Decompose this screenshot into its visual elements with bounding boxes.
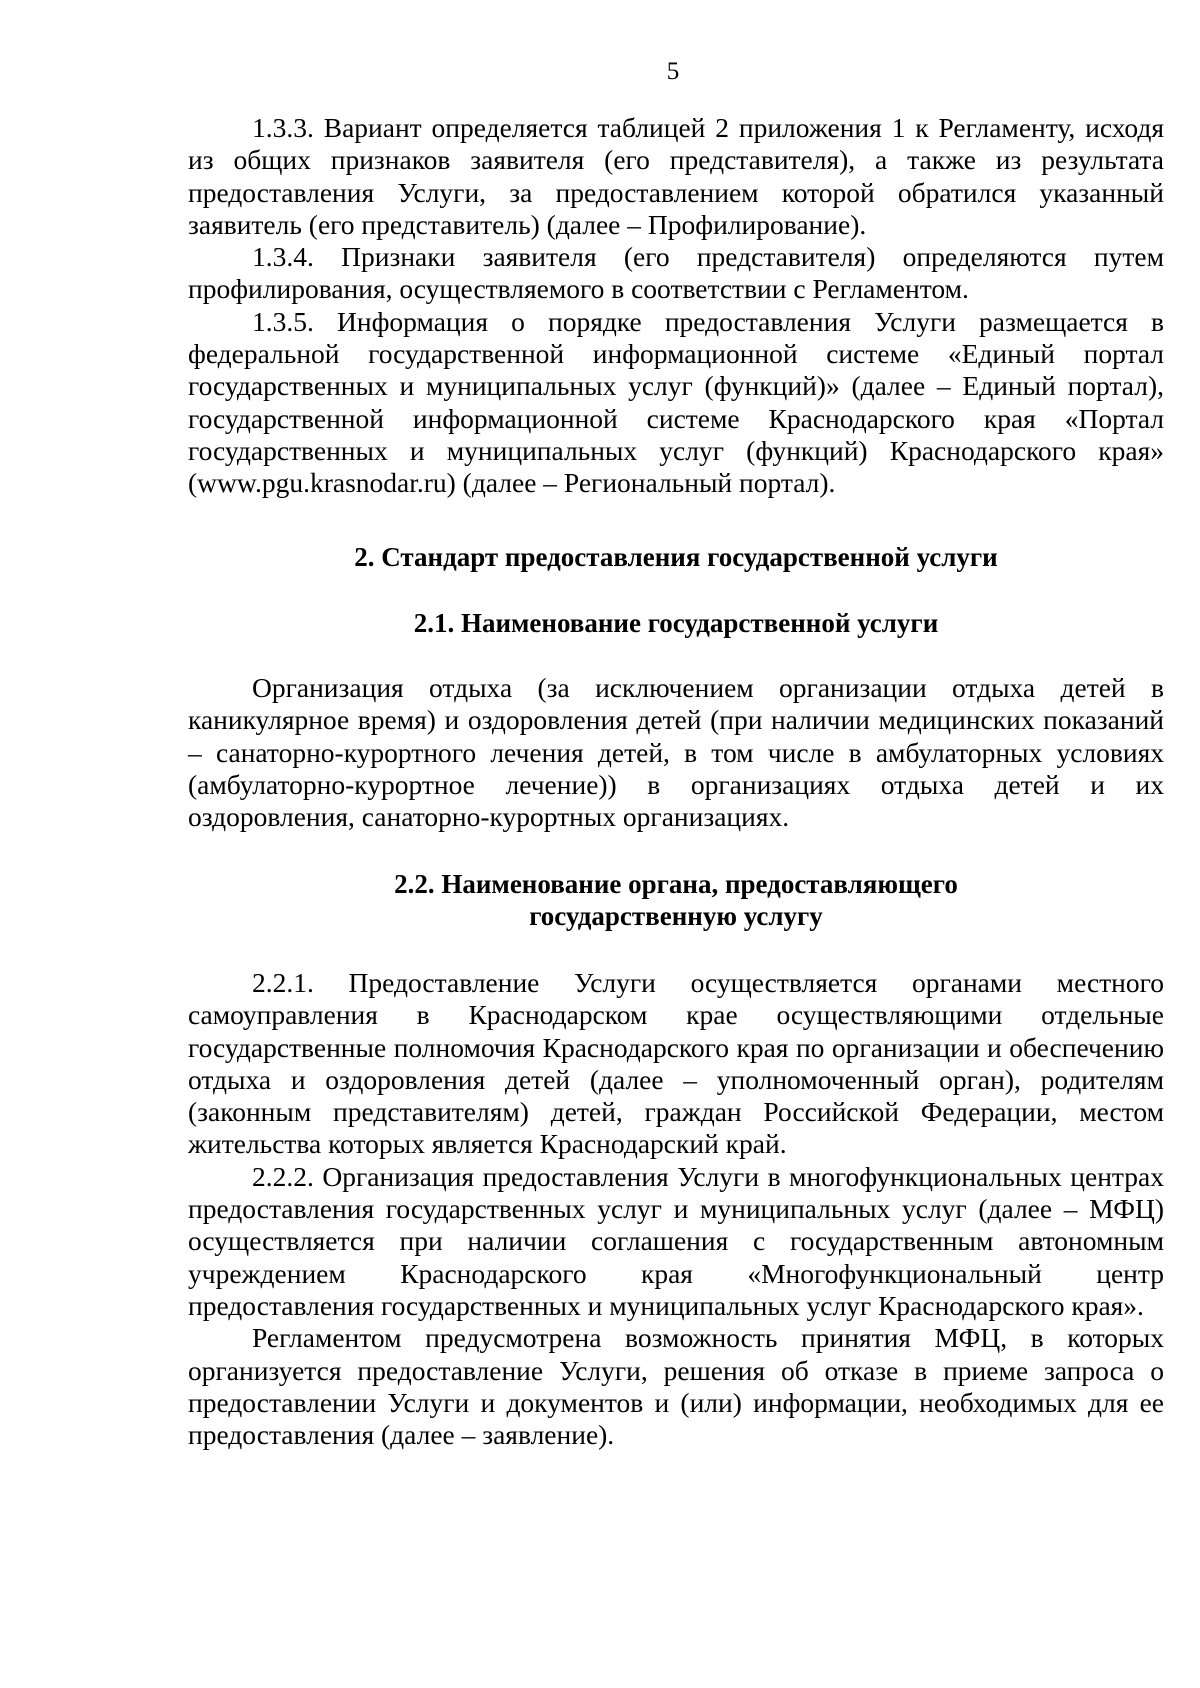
paragraph-mfc-refusal: Регламентом предусмотрена возможность принятия МФЦ, в которых организуется предоставление Услуги, решения об отказе в приеме запроса о предоставлении Услуги и документов и (или) информации, необходимых для ее предоставления (далее – заявление). <box>188 1322 1164 1451</box>
section-2-title: 2. Стандарт предоставления государственной услуги <box>354 542 998 572</box>
section-2-2-heading <box>188 868 1164 933</box>
section-2-heading <box>188 541 1164 573</box>
paragraph-2-2-2: 2.2.2. Организация предоставления Услуги в многофункциональных центрах предоставления государственных услуг и муниципальных услуг (далее – МФЦ) осуществляется при наличии соглашения с государственным автономным учреждением Краснодарского края «Многофункциональный центр предоставления государственных и муниципальных услуг Краснодарского края». <box>188 1160 1164 1321</box>
paragraph-2-2-1: 2.2.1. Предоставление Услуги осуществляется органами местного самоуправления в Краснодарском крае осуществляющими отдельные государственные полномочия Краснодарского края по организации и обеспечению отдыха и оздоровления детей (далее – уполномоченный орган), родителям (законным представителям) детей, граждан Российской Федерации, местом жительства которых является Краснодарский край. <box>188 967 1164 1160</box>
service-name-paragraph: Организация отдыха (за исключением организации отдыха детей в каникулярное время) и оздоровления детей (при наличии медицинских показаний – санаторно-курортного лечения детей, в том числе в амбулаторных условиях (амбулаторно-курортное лечение)) в организациях отдыха детей и их оздоровления, санаторно-курортных организациях. <box>188 672 1164 833</box>
section-2-1-title: 2.1. Наименование государственной услуги <box>413 608 939 638</box>
paragraph-1-3-5: 1.3.5. Информация о порядке предоставления Услуги размещается в федеральной государственной информационной системе «Единый портал государственных и муниципальных услуг (функций)» (далее – Единый портал), государственной информационной системе Краснодарского края «Портал государственных и муниципальных услуг (функций) Краснодарского края» (www.pgu.krasnodar.ru) (далее – Региональный портал). <box>188 305 1164 499</box>
page-number: 5 <box>666 58 680 85</box>
section-2-1-heading <box>188 607 1164 639</box>
section-2-2-title-line2: государственную услугу <box>529 901 823 932</box>
section-2-2-title-line1: 2.2. Наименование органа, предоставляющего <box>394 869 958 899</box>
section-2-1-body <box>188 672 1164 833</box>
paragraph-1-3-3: 1.3.3. Вариант определяется таблицей 2 приложения 1 к Регламенту, исходя из общих признаков заявителя (его представителя), а также из результата предоставления Услуги, за предоставлением которой обратился указанный заявитель (его представитель) (далее – Профилирование). <box>188 112 1164 240</box>
paragraph-1-3-4: 1.3.4. Признаки заявителя (его представителя) определяются путем профилирования, осуществляемого в соответствии с Регламентом. <box>188 241 1164 305</box>
section-2-2-body <box>188 967 1164 1451</box>
intro-section <box>188 112 1164 500</box>
